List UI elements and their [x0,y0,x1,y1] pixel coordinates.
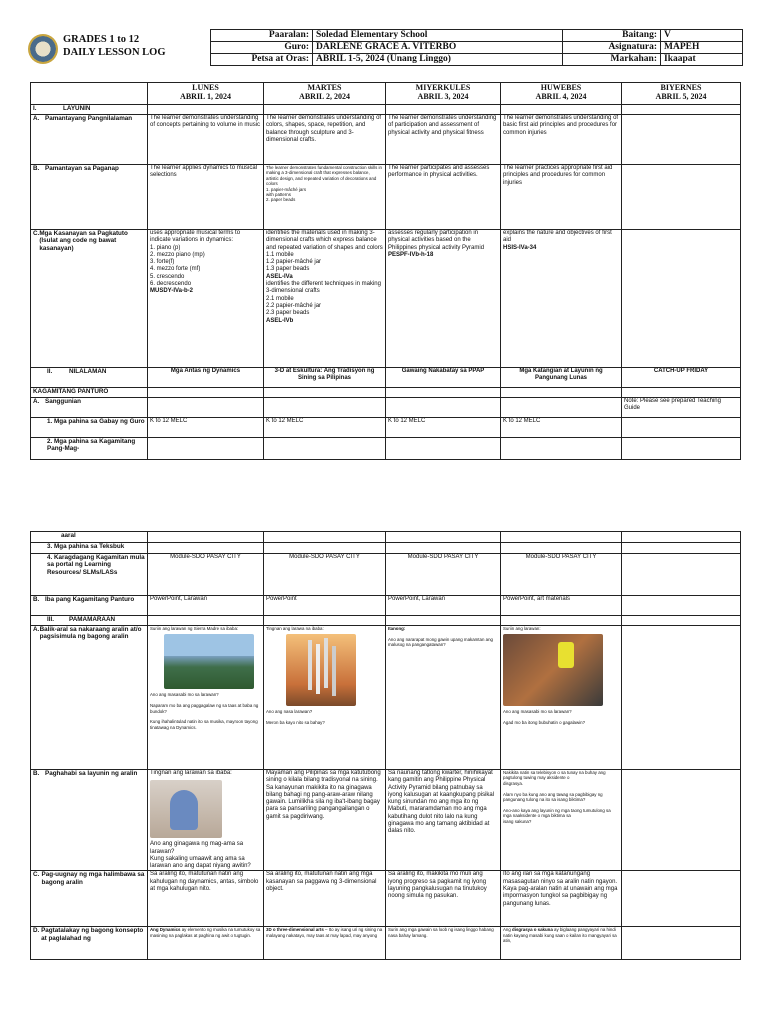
balik-aral-mon: Suriin ang larawan ng Sierra Madre sa ibaba: Ano ang masasabi mo sa larawan? Naparam mo ba ang paggagalaw ng sa taas at baba ng bundok? Kung ihahalintulad natin ito sa musika, mayroon tayong tinatawag na Dynamics. [148,626,264,770]
row-label-teksbuk: 3. Mga pahina sa Teksbuk [31,543,148,554]
teacher-label: Guro: [211,42,313,54]
karagdagan-thu: Module-SDO PASAY CITY [501,554,622,596]
pamantayang-thu: The learner demonstrates understanding of basic first aid principles and procedures for common injuries [501,115,622,165]
quarter-label: Markahan: [563,54,661,66]
paguugnay-fri [622,871,741,927]
iba-fri [622,596,741,616]
nilalaman-wed: Gawaing Nakabatay sa PPAP [386,368,501,388]
datetime-label: Petsa at Oras: [211,54,313,66]
paganap-tue: The learner demonstrates fundamental construction skills in making a 3-dimensional craft that expresses balance, artistic design, and repeated variation of decorations and colors 1. papier-mâché jars with patterns 2. paper beads [264,165,386,230]
day-header-wed: MIYERKULES ABRIL 3, 2024 [386,83,501,105]
grade-value: V [661,30,743,42]
gabay-wed: K to 12 MELC [386,418,501,438]
balik-aral-thu: Suriin ang larawan: Ano ang masasabi mo sa larawan? Agad mo ba itong bubuhatin o gagalawin? [501,626,622,770]
section-layunin: I. LAYUNIN [31,105,148,115]
deped-seal-logo [28,34,58,64]
quarter-value: Ikaapat [661,54,743,66]
paganap-mon: The learner applies dynamics to musical selections [148,165,264,230]
day-header-fri: BIYERNES ABRIL 5, 2024 [622,83,741,105]
iba-wed: PowerPoint, Larawan [386,596,501,616]
kasanayan-wed: assesses regularly participation in physical activities based on the Philippines physical activity Pyramid PESPF-IVb-h-18 [386,230,501,368]
karagdagan-wed: Module-SDO PASAY CITY [386,554,501,596]
kasanayan-thu: explains the nature and objectives of first aid HSIS-IVa-34 [501,230,622,368]
row-label-paghahabi: B. Paghahabi sa layunin ng aralin [31,770,148,871]
pagtatalakay-mon: Ang Dynamics ay elemento ng musika na tumutukoy sa masining na paglakas at paghina ng awit o tugtugin. [148,927,264,960]
row-label-pamantayan-paganap: B. Pamantayan sa Paganap [31,165,148,230]
paghahabi-wed: Sa naunang tatlong kwarter, hinihikayat kang gamitin ang Philippine Physical Activity Pyramid bilang patnubay sa iyong kalusugan at kaangkupang pisikal kung sinundan mo ang mga ito ng Mabuti, mararamdaman mo ang mga kabutihang dulot nito lalo na kung ginagawa mo ang tamang aktibidad at dalas nito. [386,770,501,871]
day-header-thu: HUWEBES ABRIL 4, 2024 [501,83,622,105]
paguugnay-thu: Ito ang ilan sa mga katanungang masasagutan ninyo sa aralin natin ngayon. Kaya pag-aralan natin at unawain ang mga impormasyon tungkol sa pagbibigay ng pangunang lunas. [501,871,622,927]
nilalaman-fri: CATCH-UP FRIDAY [622,368,741,388]
lesson-log-table-page1 [30,82,741,460]
pagtatalakay-thu: Ang disgrasya o sakuna ay biglaang pangyayari na hindi natin kayang masabi kung saan o kailan ito mangyayari sa atin, [501,927,622,960]
karagdagan-mon: Module-SDO PASAY CITY [148,554,264,596]
row-label-iba-pang-kagamitan: B. Iba pang Kagamitang Panturo [31,596,148,616]
karagdagan-fri [622,554,741,596]
paghahabi-mon: Tingnan ang larawan sa ibaba: Ano ang ginagawa ng mag-ama sa larawan? Kung sakaling umaawit ang ama sa larawan ano ang dapat niyang awitin? [148,770,264,871]
grade-label: Baitang: [563,30,661,42]
father-child-image [150,780,222,838]
balik-aral-tue: Tingnan ang larawa na ibaba: Ano ang nasa larawan? Meron ba kayo nito sa bahay? [264,626,386,770]
paguugnay-mon: Sa araling ito, matutunan natin ang kahulugan ng daynamics, antas, simbolo at mga kahulugan nito. [148,871,264,927]
paghahabi-thu: Nakikita natin sa telebisyon o sa tunay na buhay ang pagtulong tuwing may aksidente o disgrasya. Alam nyo ba kung ano ang tawag sa pagbibigay ng pangunang tulong na ito sa isang biktima? Ano-ano kaya ang layunin ng mga taong tumutulong sa mga naaksidente o mga biktima sa isang sakuna? [501,770,622,871]
sierra-madre-image [164,634,254,689]
paghahabi-tue: Mayaman ang Pilipinas sa mga katutubong sining o kilala bilang tradisyonal na sining. Sa kanayunan makikita ito na ginagawa bilang bahagi ng pang-araw-araw nilang gawain. Lumilikha sila ng iba't-ibang bagay para sa pansariling pangangailangan o gamit sa pagdiriwang. [264,770,386,871]
pamantayang-fri [622,115,741,165]
paguugnay-wed: Sa araling ito, makikita mo muli ang iyong progreso sa pagkamit ng iyong layuning pangkalusugan na tinutukoy noong simula ng pasukan. [386,871,501,927]
gabay-tue: K to 12 MELC [264,418,386,438]
pamantayang-mon: The learner demonstrates understanding of concepts pertaining to volume in music [148,115,264,165]
subject-value: MAPEH [661,42,743,54]
paganap-wed: The learner participates and assesses performance in physical activities. [386,165,501,230]
nilalaman-thu: Mga Katangian at Layunin ng Pangunang Lunas [501,368,622,388]
subject-label: Asignatura: [563,42,661,54]
paguugnay-tue: Sa araling ito, matutunan natin ang mga kasanayan sa paggawa ng 3-dimensional object. [264,871,386,927]
pamantayang-wed: The learner demonstrates understanding of participation and assessment of physical activity and physical fitness [386,115,501,165]
iba-mon: PowerPoint, Larawan [148,596,264,616]
row-label-sanggunian: A. Sanggunian [31,398,148,418]
gabay-fri [622,418,741,438]
row-label-kasanayan: C. Mga Kasanayan sa Pagkatuto (Isulat ang code ng bawat kasanayan) [31,230,148,368]
row-label-balik-aral: A. Balik-aral sa nakaraang aralin at/o pagsisimula ng bagong aralin [31,626,148,770]
wind-chime-image [286,634,356,706]
section-kagamitang-panturo: KAGAMITANG PANTURO [31,388,148,398]
nilalaman-tue: 3-D at Eskultura: Ang Tradisyon ng Sining sa Pilipinas [264,368,386,388]
gabay-mon: K to 12 MELC [148,418,264,438]
section-pamamaraan: III. PAMAMARAAN [31,616,148,626]
gabay-thu: K to 12 MELC [501,418,622,438]
sanggunian-note: Note: Please see prepared Teaching Guide [622,398,741,418]
accident-scene-image [503,634,603,706]
iba-tue: PowerPoint [264,596,386,616]
row-label-paguugnay: C. Pag-uugnay ng mga halimbawa sa bagong aralin [31,871,148,927]
row-label-aaral-cont: aaral [31,532,148,543]
row-label-gabay-guro: 1. Mga pahina sa Gabay ng Guro [31,418,148,438]
iba-thu: PowerPoint, art materials [501,596,622,616]
school-value: Soledad Elementary School [313,30,563,42]
karagdagan-tue: Module-SDO PASAY CITY [264,554,386,596]
row-label-pamantayang-pangnilalaman: A. Pamantayang Pangnilalaman [31,115,148,165]
day-header-tue: MARTES ABRIL 2, 2024 [264,83,386,105]
nilalaman-mon: Mga Antas ng Dynamics [148,368,264,388]
section-nilalaman: II. NILALAMAN [31,368,148,388]
lesson-log-table-page2 [30,531,741,960]
balik-aral-wed: Itanong: Ano ang nararapat mong gawin upang makamtan ang malusog na pangangatawan? [386,626,501,770]
pagtatalakay-wed: Surin ang mga gawain sa loob ng isang linggo habang nasa bahay lamang. [386,927,501,960]
pagtatalakay-tue: 3D o three-dimensional arts – Ito ay isang uri ng sining na malayang nakatayo, may taas at may lapad, may anyong [264,927,386,960]
day-header-mon: LUNES ABRIL 1, 2024 [148,83,264,105]
header-info-table [210,29,743,66]
pamantayang-tue: The learner demonstrates understanding of colors, shapes, space, repetition, and balance through sculpture and 3-dimensional crafts. [264,115,386,165]
paganap-thu: The learner practices appropriate first aid principles and procedures for common injuries [501,165,622,230]
form-title-line1: GRADES 1 to 12 [63,34,140,45]
kasanayan-mon: uses appropriate musical terms to indicate variations in dynamics: 1. piano (p) 2. mezzo piano (mp) 3. forte(f) 4. mezzo forte (mf) 5. crescendo 6. decrescendo MUSDY-IVa-b-2 [148,230,264,368]
kasanayan-tue: identifies the materials used in making 3-dimensional crafts which express balance and repeated variation of shapes and colors 1.1 mobile 1.2 papier-mâché jar 1.3 paper beads ASEL-IVa identifies the different techniques in making 3-dimensional crafts 2.1 mobile 2.2 papier-mâché jar 2.3 paper beads ASEL-IVb [264,230,386,368]
row-label-karagdagang-kagamitan: 4. Karagdagang Kagamitan mula sa portal ng Learning Resources/ SLMs/LASs [31,554,148,596]
form-title-line2: DAILY LESSON LOG [63,47,166,58]
datetime-value: ABRIL 1-5, 2024 (Unang Linggo) [313,54,563,66]
school-label: Paaralan: [211,30,313,42]
row-label-pagtatalakay: D. Pagtatalakay ng bagong konsepto at paglalahad ng [31,927,148,960]
row-label-kagamitang-mag-aaral: 2. Mga pahina sa Kagamitang Pang-Mag- [31,438,148,460]
teacher-value: DARLENE GRACE A. VITERBO [313,42,563,54]
